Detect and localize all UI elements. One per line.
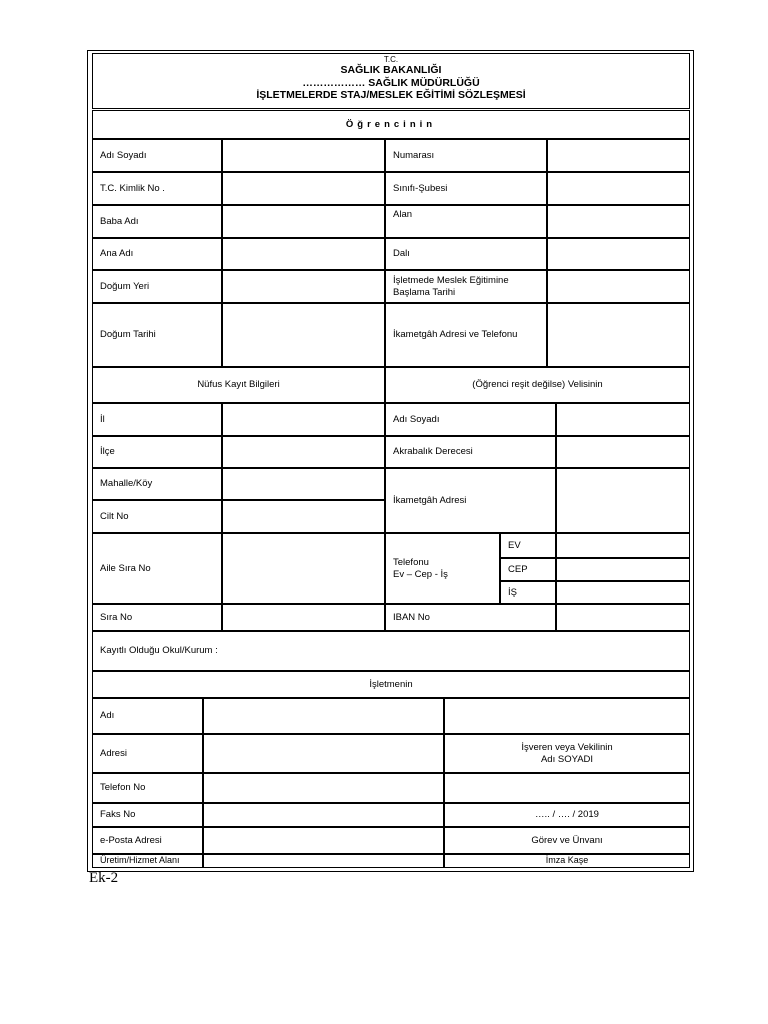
appendix-label: Ek-2 bbox=[89, 870, 119, 886]
header-contract-title: İŞLETMELERDE STAJ/MESLEK EĞİTİMİ SÖZLEŞMESİ bbox=[256, 89, 526, 102]
residence-field[interactable] bbox=[547, 303, 690, 367]
birth-date-field[interactable] bbox=[222, 303, 385, 367]
signature-stamp-label: İmza Kaşe bbox=[444, 854, 690, 868]
phone-home-label: EV bbox=[500, 533, 556, 558]
birth-place-label: Doğum Yeri bbox=[92, 270, 222, 303]
business-name-label: Adı bbox=[92, 698, 203, 734]
employer-signature-blank bbox=[444, 773, 690, 803]
residence-label: İkametgâh Adresi ve Telefonu bbox=[385, 303, 547, 367]
phone-label-text: Telefonu bbox=[393, 556, 429, 568]
sequence-no-label: Sıra No bbox=[92, 604, 222, 631]
iban-label: IBAN No bbox=[385, 604, 556, 631]
production-area-label: Üretim/Hizmet Alanı bbox=[92, 854, 203, 868]
phone-work-label: İŞ bbox=[500, 581, 556, 604]
employer-blank-cell bbox=[444, 698, 690, 734]
birth-place-field[interactable] bbox=[222, 270, 385, 303]
student-section-title-text: Öğrencinin bbox=[345, 118, 437, 130]
district-label: İlçe bbox=[92, 436, 222, 468]
business-phone-label: Telefon No bbox=[92, 773, 203, 803]
business-email-label: e-Posta Adresi bbox=[92, 827, 203, 854]
form-title-block bbox=[92, 53, 690, 109]
employer-label: İşveren veya Vekilinin bbox=[521, 741, 613, 753]
family-order-label: Aile Sıra No bbox=[92, 533, 222, 604]
guardian-title: (Öğrenci reşit değilse) Velisinin bbox=[385, 367, 690, 403]
tc-id-field[interactable] bbox=[222, 172, 385, 205]
volume-no-field[interactable] bbox=[222, 500, 385, 533]
district-field[interactable] bbox=[222, 436, 385, 468]
business-phone-field[interactable] bbox=[203, 773, 444, 803]
guardian-address-field[interactable] bbox=[556, 468, 690, 533]
phone-work-field[interactable] bbox=[556, 581, 690, 604]
business-email-field[interactable] bbox=[203, 827, 444, 854]
branch-field[interactable] bbox=[547, 238, 690, 270]
student-name-label: Adı Soyadı bbox=[92, 139, 222, 172]
business-address-label: Adresi bbox=[92, 734, 203, 773]
header-directorate: ……………… SAĞLIK MÜDÜRLÜĞÜ bbox=[302, 76, 480, 89]
volume-no-label: Cilt No bbox=[92, 500, 222, 533]
phone-mobile-field[interactable] bbox=[556, 558, 690, 581]
business-fax-field[interactable] bbox=[203, 803, 444, 827]
student-number-field[interactable] bbox=[547, 139, 690, 172]
class-branch-label: Sınıfı-Şubesi bbox=[385, 172, 547, 205]
field-area-field[interactable] bbox=[547, 205, 690, 238]
iban-field[interactable] bbox=[556, 604, 690, 631]
position-title-label: Görev ve Ünvanı bbox=[444, 827, 690, 854]
phone-mobile-label: CEP bbox=[500, 558, 556, 581]
employer-name-cell bbox=[444, 734, 690, 773]
contract-date: ….. / …. / 2019 bbox=[444, 803, 690, 827]
business-address-field[interactable] bbox=[203, 734, 444, 773]
business-name-field[interactable] bbox=[203, 698, 444, 734]
province-label: İl bbox=[92, 403, 222, 436]
family-order-field[interactable] bbox=[222, 533, 385, 604]
neighborhood-label: Mahalle/Köy bbox=[92, 468, 222, 500]
father-name-field[interactable] bbox=[222, 205, 385, 238]
training-start-date-label bbox=[385, 270, 547, 303]
sequence-no-field[interactable] bbox=[222, 604, 385, 631]
student-name-field[interactable] bbox=[222, 139, 385, 172]
registry-title: Nüfus Kayıt Bilgileri bbox=[92, 367, 385, 403]
phone-types-text: Ev – Cep - İş bbox=[393, 568, 448, 580]
phone-home-field[interactable] bbox=[556, 533, 690, 558]
employer-name-caption: Adı SOYADI bbox=[540, 753, 594, 765]
relation-label: Akrabalık Derecesi bbox=[385, 436, 556, 468]
guardian-name-field[interactable] bbox=[556, 403, 690, 436]
training-start-date-field[interactable] bbox=[547, 270, 690, 303]
relation-field[interactable] bbox=[556, 436, 690, 468]
province-field[interactable] bbox=[222, 403, 385, 436]
school-label: Kayıtlı Olduğu Okul/Kurum : bbox=[92, 631, 690, 671]
guardian-name-label: Adı Soyadı bbox=[385, 403, 556, 436]
neighborhood-field[interactable] bbox=[222, 468, 385, 500]
birth-date-label: Doğum Tarihi bbox=[92, 303, 222, 367]
header-ministry: SAĞLIK BAKANLIĞI bbox=[340, 64, 442, 76]
branch-label: Dalı bbox=[385, 238, 547, 270]
field-area-label: Alan bbox=[385, 205, 547, 238]
student-section-title bbox=[92, 110, 690, 139]
header-tc: T.C. bbox=[383, 55, 399, 64]
business-fax-label: Faks No bbox=[92, 803, 203, 827]
guardian-phone-label bbox=[385, 533, 500, 604]
student-number-label: Numarası bbox=[385, 139, 547, 172]
training-start-date-text: İşletmede Meslek Eğitimine Başlama Tarihi bbox=[393, 274, 509, 298]
production-area-field[interactable] bbox=[203, 854, 444, 868]
guardian-address-label: İkametgâh Adresi bbox=[385, 468, 556, 533]
tc-id-label: T.C. Kimlik No . bbox=[92, 172, 222, 205]
mother-name-field[interactable] bbox=[222, 238, 385, 270]
business-section-title: İşletmenin bbox=[92, 671, 690, 698]
father-name-label: Baba Adı bbox=[92, 205, 222, 238]
mother-name-label: Ana Adı bbox=[92, 238, 222, 270]
class-branch-field[interactable] bbox=[547, 172, 690, 205]
